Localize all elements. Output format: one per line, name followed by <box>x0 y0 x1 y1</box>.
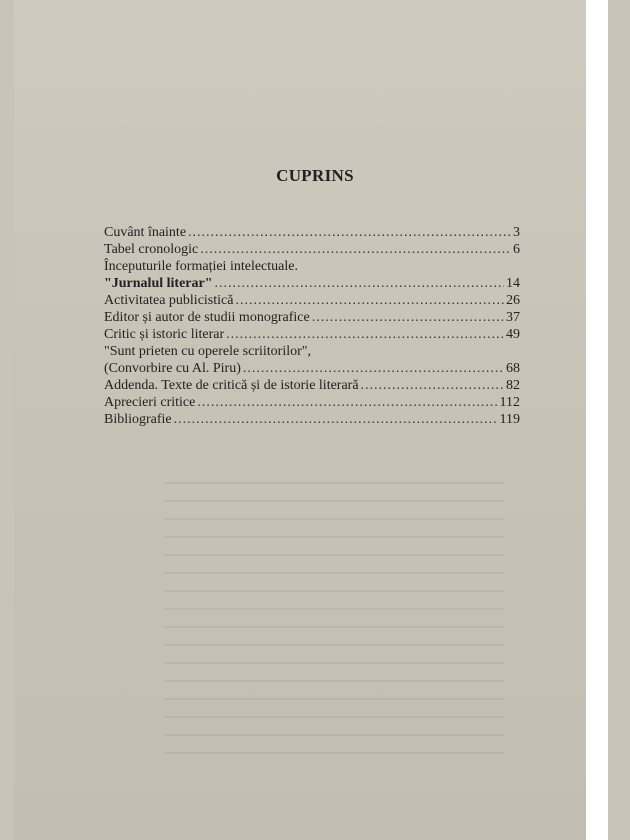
dot-leader <box>226 326 504 343</box>
toc-entry-editor <box>104 309 520 326</box>
toc-entry-title: Editor și autor de studii monografice <box>104 310 310 325</box>
toc-entry-title: Începuturile formației intelectuale. <box>104 259 298 274</box>
toc-entry-page: 68 <box>506 361 520 376</box>
toc-entry-aprecieri-critice <box>104 394 520 411</box>
toc-entry-title: "Sunt prieten cu operele scriitorilor", <box>104 344 311 359</box>
toc-entry-critic <box>104 326 520 343</box>
toc-entry-title: Addenda. Texte de critică și de istorie literară <box>104 378 359 393</box>
table-of-contents <box>104 224 520 428</box>
toc-entry-cuvant-inainte <box>104 224 520 241</box>
toc-entry-jurnalul-literar <box>104 275 520 292</box>
toc-entry-bibliografie <box>104 411 520 428</box>
toc-entry-title: (Convorbire cu Al. Piru) <box>104 361 241 376</box>
toc-entry-convorbire <box>104 360 520 377</box>
page-title: CUPRINS <box>276 166 354 185</box>
toc-entry-activitatea-publicistica <box>104 292 520 309</box>
toc-entry-page: 49 <box>506 327 520 342</box>
toc-entry-page: 26 <box>506 293 520 308</box>
toc-entry-title: Tabel cronologic <box>104 242 199 257</box>
dot-leader <box>243 360 504 377</box>
dot-leader <box>361 377 504 394</box>
toc-entry-page: 14 <box>506 276 520 291</box>
dot-leader <box>235 292 504 309</box>
toc-entry-title: Critic și istoric literar <box>104 327 225 342</box>
toc-entry-title: Aprecieri critice <box>104 395 196 410</box>
dot-leader <box>197 394 497 411</box>
toc-entry-page: 82 <box>506 378 520 393</box>
toc-entry-inceputurile <box>104 258 520 275</box>
toc-entry-title: Cuvânt înainte <box>104 225 187 240</box>
toc-entry-addenda <box>104 377 520 394</box>
toc-entry-page: 37 <box>506 310 520 325</box>
paper-edge <box>586 0 608 840</box>
dot-leader <box>188 224 511 241</box>
toc-entry-title: "Jurnalul literar" <box>104 276 213 291</box>
toc-entry-page: 112 <box>499 395 520 410</box>
dot-leader <box>200 241 511 258</box>
toc-entry-sunt-prieten <box>104 343 520 360</box>
dot-leader <box>214 275 504 292</box>
bleed-through-text <box>164 470 504 770</box>
toc-entry-tabel-cronologic <box>104 241 520 258</box>
toc-entry-title: Activitatea publicistică <box>104 293 234 308</box>
toc-entry-page: 3 <box>513 225 520 240</box>
dot-leader <box>312 309 504 326</box>
toc-entry-page: 119 <box>499 412 520 427</box>
toc-entry-title: Bibliografie <box>104 412 172 427</box>
dot-leader <box>174 411 498 428</box>
toc-entry-page: 6 <box>513 242 520 257</box>
